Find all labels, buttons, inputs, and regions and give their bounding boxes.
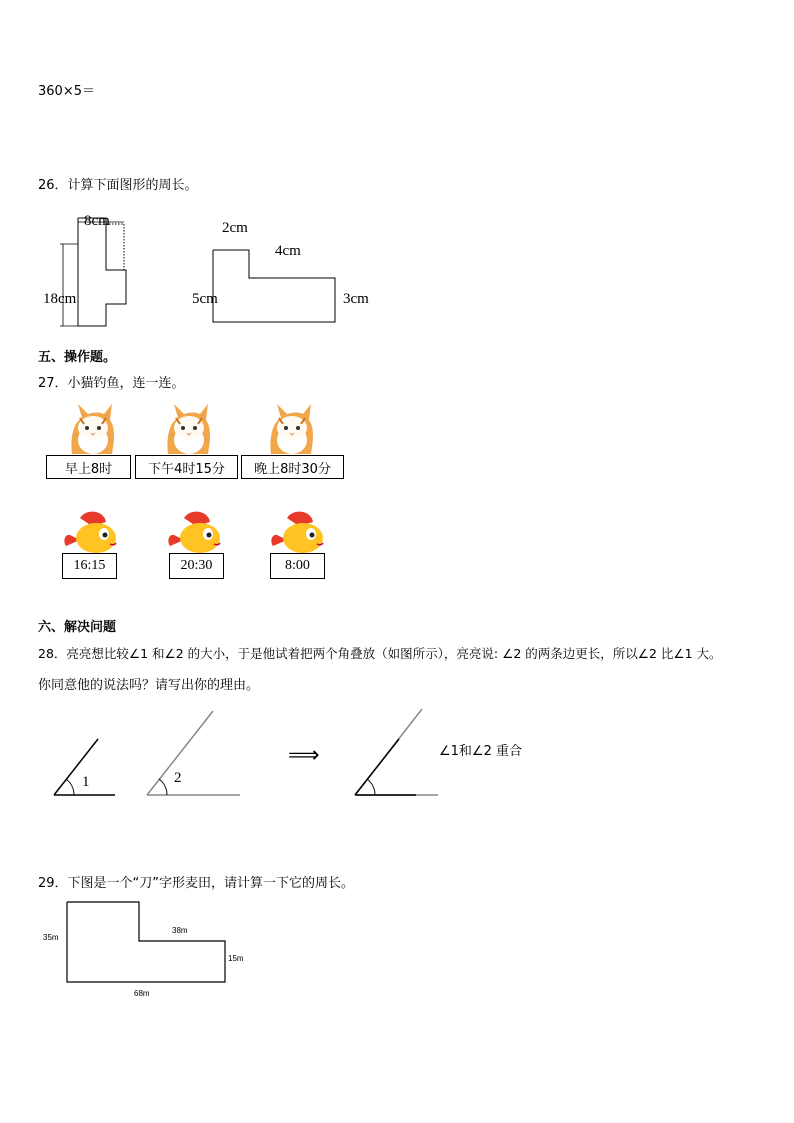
overlap-note: ∠1和∠2 重合 [439, 744, 522, 759]
q29-title: 29．下图是一个“刀”字形麦田，请计算一下它的周长。 [38, 876, 355, 891]
cat-time-box[interactable]: 晚上8时30分 [241, 455, 344, 479]
angle-2-label: 2 [174, 770, 182, 786]
fig2-right-label: 3cm [343, 291, 369, 307]
q28-text-line1: 28．亮亮想比较∠1 和∠2 的大小，于是他试着把两个角叠放（如图所示），亮亮说: ∠2 的两条边更长，所以∠2 比∠1 大。 [38, 646, 722, 661]
q29-mid-label: 38m [172, 926, 188, 935]
fig1-left-label: 18cm [43, 291, 77, 307]
cat-time-box[interactable]: 下午4时15分 [135, 455, 238, 479]
q29-bottom-label: 68m [134, 989, 150, 998]
q26-title: 26．计算下面图形的周长。 [38, 178, 198, 193]
section6-heading: 六、解决问题 [38, 620, 117, 635]
top-expression: 360×5＝ [38, 84, 95, 99]
fish-time-box[interactable]: 8:00 [270, 553, 325, 579]
q29-right-label: 15m [228, 954, 244, 963]
cat-time-box[interactable]: 早上8时 [46, 455, 131, 479]
fig1-top-label: 8cm [84, 213, 110, 229]
fish-time-box[interactable]: 16:15 [62, 553, 117, 579]
fig2-left-label: 5cm [192, 291, 218, 307]
q28-text-line2: 你同意他的说法吗？请写出你的理由。 [38, 678, 260, 693]
fish-time-box[interactable]: 20:30 [169, 553, 224, 579]
q29-left-label: 35m [43, 933, 59, 942]
implies-arrow-icon: ⟹ [288, 743, 320, 768]
fig2-top-label: 4cm [275, 243, 301, 259]
fig2-step-label: 2cm [222, 220, 248, 236]
q27-title: 27．小猫钓鱼，连一连。 [38, 376, 185, 391]
section5-heading: 五、操作题。 [38, 350, 117, 365]
angle-1-label: 1 [82, 774, 90, 790]
